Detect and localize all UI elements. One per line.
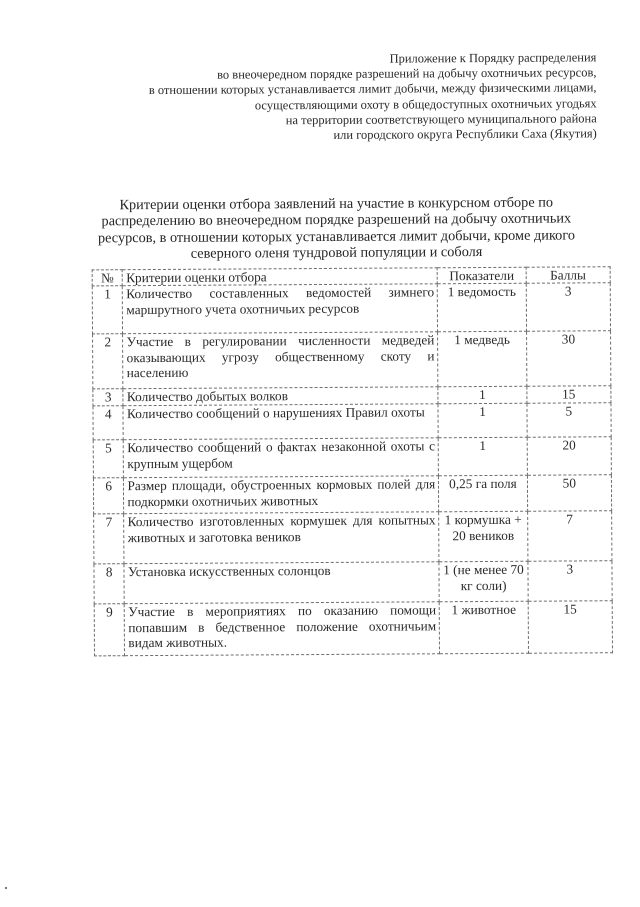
row-criterion: Установка искусственных солонцов — [124, 562, 439, 604]
table-row — [93, 403, 611, 440]
row-criterion: Количество сообщений о фактах незаконной охоты с крупным ущербом — [124, 438, 439, 478]
row-criterion: Количество сообщений о нарушениях Правил охоты — [123, 404, 438, 440]
row-points: 30 — [526, 331, 611, 387]
table-row — [94, 601, 612, 656]
row-points: 3 — [526, 283, 611, 332]
row-indicator: 1 — [438, 387, 526, 405]
row-criterion: Количество изготовленных кормушек для копытных животных и заготовка веников — [124, 512, 439, 564]
appendix-line: Приложение к Порядку распределения — [389, 50, 597, 66]
appendix-line: во внеочередном порядке разрешений на добычу охотничьих ресурсов, — [217, 65, 597, 82]
row-number: 7 — [94, 514, 125, 564]
appendix-line: или городского округа Республики Саха (Якутия) — [333, 126, 597, 142]
header-points: Баллы — [526, 267, 610, 284]
row-criterion: Размер площади, обустроенных кормовых полей для подкормки охотничьих животных — [124, 476, 439, 514]
row-points: 15 — [527, 386, 611, 404]
appendix-line: осуществляющими охоту в общедоступных охотничьих угодьях — [254, 95, 597, 113]
row-number: 5 — [93, 440, 124, 478]
scan-speck — [5, 887, 7, 889]
row-points: 15 — [528, 601, 613, 654]
row-indicator: 1 медведь — [438, 332, 527, 388]
row-number: 2 — [93, 334, 124, 389]
table-row — [93, 331, 611, 389]
row-indicator: 1 — [439, 438, 528, 477]
row-points: 50 — [527, 475, 612, 512]
table-row — [93, 475, 611, 514]
row-indicator: 0,25 га поля — [439, 476, 528, 513]
table-row — [94, 511, 612, 564]
row-criterion: Количество добытых волков — [123, 387, 438, 406]
row-indicator: 1 животное — [440, 602, 529, 655]
row-indicator: 1 ведомость — [438, 284, 527, 333]
row-number: 6 — [93, 478, 124, 514]
header-number: № — [92, 270, 123, 287]
row-points: 20 — [527, 437, 612, 476]
row-number: 9 — [94, 604, 125, 656]
row-number: 8 — [94, 564, 125, 604]
row-indicator: 1 (не менее 70 кг соли) — [439, 562, 528, 603]
row-points: 5 — [527, 403, 612, 438]
row-criterion: Участие в мероприятиях по оказанию помощи попавшим в бедственное положение охотничьим видам животных. — [125, 602, 440, 656]
criteria-table — [92, 266, 613, 657]
appendix-line: в отношении которых устанавливается лимит добычи, между физическими лицами, — [148, 80, 597, 98]
table-row — [94, 561, 612, 604]
row-points: 7 — [527, 511, 612, 562]
row-indicator: 1 кормушка + 20 веников — [439, 512, 528, 563]
header-indicator: Показатели — [437, 267, 525, 284]
appendix-header — [149, 50, 597, 144]
row-criterion: Количество составленных ведомостей зимнего маршрутного учета охотничьих ресурсов — [123, 284, 438, 334]
row-number: 4 — [93, 406, 124, 440]
row-number: 3 — [93, 389, 124, 406]
row-indicator: 1 — [438, 404, 527, 439]
row-points: 3 — [528, 561, 613, 602]
row-number: 1 — [92, 286, 123, 334]
table-row — [93, 437, 611, 478]
table-row — [92, 283, 610, 334]
header-criterion: Критерии оценки отбора — [123, 268, 438, 286]
row-criterion: Участие в регулировании численности медведей оказывающих угрозу общественному скоту и населению — [123, 332, 438, 389]
document-title: Критерии оценки отбора заявлений на участие в конкурсном отборе по распределению во внеочередном порядке разрешений на добычу охотничьих ресурсов, в отношении которых устанавливается лимит добычи, кроме дикого северного оленя тундровой популяции и соболя — [97, 194, 576, 263]
appendix-line: на территории соответствующего муниципального района — [285, 111, 597, 128]
